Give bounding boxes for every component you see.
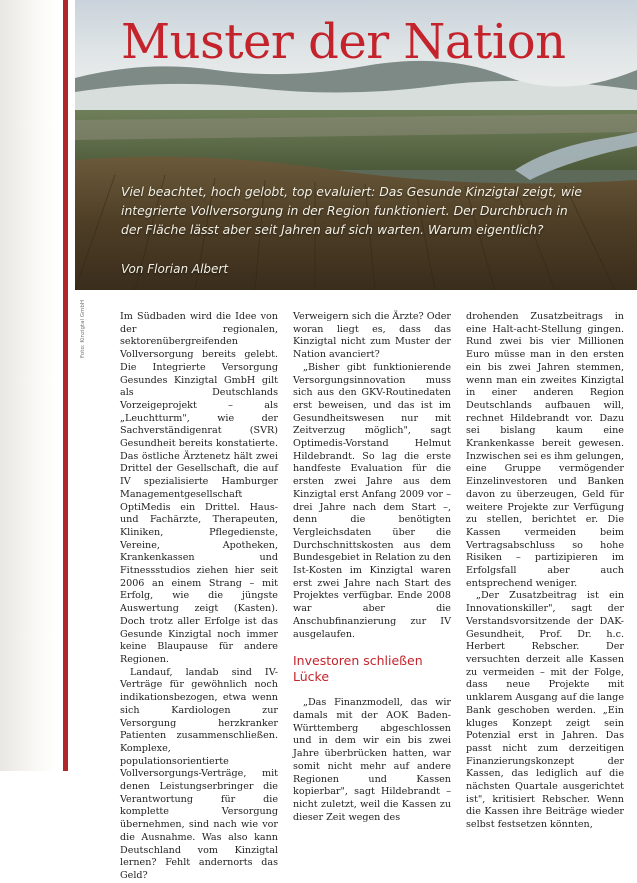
body-paragraph: „Der Zusatzbeitrag ist ein Innovationskiller", sagt der Verstandsvorsitzende der DAK-Gesundheit, Prof. Dr. h.c. Herbert Rebscher. Der versuchten derzeit alle Kassen zu vermeiden – mit der Folge, dass neue Projekte mit unklarem Ausgang auf die lange Bank geschoben werden. „Ein kluges Konzept zeigt sein Potenzial erst in Jahren. Das passt nicht zum derzeitigen Finanzierungskonzept der Kassen, das lediglich auf die nächsten Quartale ausgerichtet ist", kritisiert Rebscher. Wenn die Kassen ihre Beiträge wieder selbst festsetzen könnten, xyxy=(466,590,624,831)
body-paragraph: drohenden Zusatzbeitrags in eine Halt-acht-Stellung gingen. Rund zwei bis vier Millionen Euro müsse man in den ersten ein bis zwei Jahren stemmen, wenn man ein zweites Kinzigtal in einer anderen Region Deutschlands aufbauen will, rechnet Hildebrandt vor. Dazu sei bislang kaum eine Krankenkasse bereit gewesen. Inzwischen sei es ihm gelungen, eine Gruppe vermögender Einzelinvestoren und Banken davon zu überzeugen, Geld für weitere Projekte zur Verfügung zu stellen, berichtet er. Die Kassen vermeiden beim Vertragsabschluss so hohe Risiken – partizipieren im Erfolgsfall aber auch entsprechend weniger. xyxy=(466,311,624,589)
body-paragraph: „Bisher gibt funktionierende Versorgungsinnovation muss sich aus den GKV-Routinedaten erst beweisen, und das ist im Gesundheitswesen nur mit Zeitverzug möglich", sagt Optimedis-Vorstand Helmut Hildebrandt. So lag die erste handfeste Evaluation für die ersten zwei Jahre aus dem Kinzigtal erst Anfang 2009 vor – drei Jahre nach dem Start –, denn die benötigten Vergleichsdaten über die Durchschnittskosten aus dem Bundesgebiet in Relation zu den Ist-Kosten im Kinzigtal waren erst zwei Jahre nach Start des Projektes verfügbar. Ende 2008 war aber die Anschubfinanzierung zur IV ausgelaufen. xyxy=(293,361,451,640)
text-column-1 xyxy=(120,311,278,883)
text-column-3 xyxy=(466,311,624,832)
hero-photo xyxy=(75,0,637,290)
body-paragraph: „Das Finanzmodell, das wir damals mit der AOK Baden-Württemberg abgeschlossen und in dem wir ein bis zwei Jahre überbrücken hatten, war somit nicht mehr auf andere Regionen und Kassen kopierbar", sagt Hildebrandt – nicht zuletzt, weil die Kassen zu dieser Zeit wegen des xyxy=(293,697,451,823)
red-margin-rule xyxy=(63,0,68,771)
article-lede: Viel beachtet, hoch gelobt, top evaluiert: Das Gesunde Kinzigtal zeigt, wie integrierte Vollversorgung in der Region funktioniert. Der Durchbruch in der Fläche lässt aber seit Jahren auf sich warten. Warum eigentlich? xyxy=(121,184,583,237)
text-column-2 xyxy=(293,311,451,824)
photo-credit: Foto: Kinzigtal GmbH xyxy=(80,300,86,359)
section-subheading: Investoren schließen Lücke xyxy=(293,653,423,685)
body-paragraph: Verweigern sich die Ärzte? Oder woran liegt es, dass das Kinzigtal nicht zum Muster der Nation avanciert? xyxy=(293,311,451,361)
body-paragraph: Im Südbaden wird die Idee von der regionalen, sektorenübergreifenden Vollversorgung bereits gelebt. Die Integrierte Versorgung Gesundes Kinzigtal GmbH gilt als Deutschlands Vorzeigeprojekt – als „Leuchtturm", wie der Sachverständigenrat (SVR) Gesundheit bereits konstatierte. Das östliche Ärztenetz hält zwei Drittel der Gesellschaft, die auf IV spezialisierte Hamburger Managementgesellschaft OptiMedis ein Drittel. Haus- und Fachärzte, Therapeuten, Kliniken, Pflegedienste, Vereine, Apotheken, Krankenkassen und Fitnessstudios ziehen hier seit 2006 an einem Strang – mit Erfolg, wie die jüngste Auswertung zeigt (Kasten). Doch trotz aller Erfolge ist das Gesunde Kinzigtal noch immer keine Blaupause für andere Regionen. xyxy=(120,311,278,665)
article-byline: Von Florian Albert xyxy=(121,262,229,276)
body-paragraph: Landauf, landab sind IV-Verträge für gewöhnlich noch indikationsbezogen, etwa wenn sich Kardiologen zur Versorgung herzkranker Patienten zusammenschließen. Komplexe, populationsorientierte Vollversorgungs-Verträge, mit denen Leistungserbringer die Verantwortung für die komplette Versorgung übernehmen, sind nach wie vor die Ausnahme. Was also kann Deutschland vom Kinzigtal lernen? Fehlt andernorts das Geld? xyxy=(120,666,278,881)
page-gutter xyxy=(0,0,56,771)
article-title: Muster der Nation xyxy=(121,14,566,70)
